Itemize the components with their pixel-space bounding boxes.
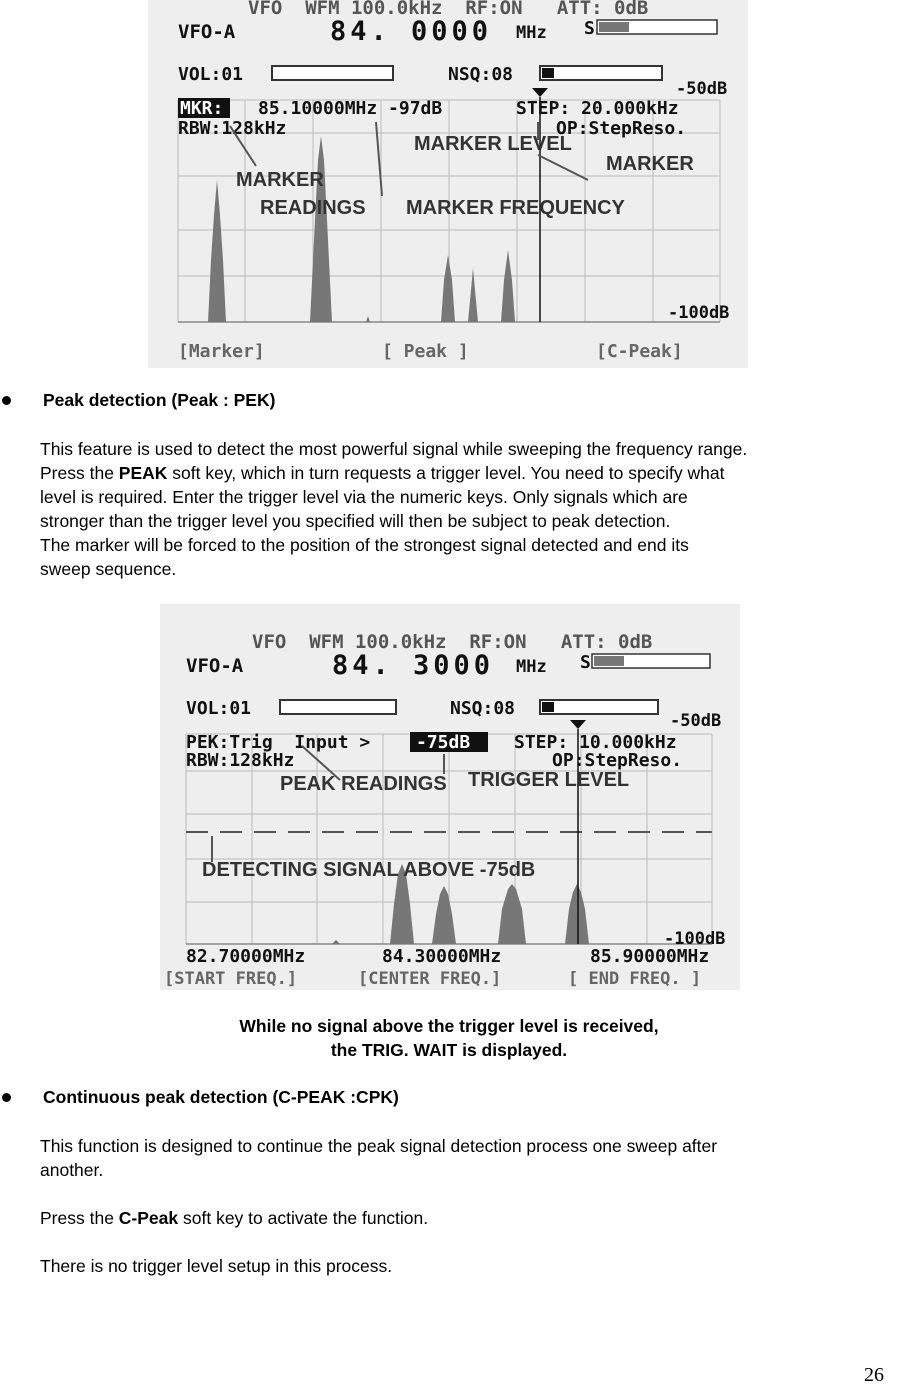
c-peak-line-3: Press the C-Peak soft key to activate the function.: [40, 1208, 429, 1228]
nsq-label: NSQ:08: [450, 698, 516, 719]
c-peak-description: [40, 1134, 717, 1278]
softkey-end-freq: [ END FREQ. ]: [568, 969, 702, 989]
annotation-marker: MARKER: [606, 153, 694, 175]
title-row: VFO WFM 100.0kHz RF:ON ATT: 0dB: [252, 631, 653, 653]
peak-line-6: sweep sequence.: [40, 559, 177, 579]
figure-caption: [0, 1014, 898, 1062]
bullet-dot: [2, 396, 11, 405]
page-number: 26: [864, 1364, 884, 1386]
vfo-label: VFO-A: [178, 21, 236, 43]
nsq-bar: [540, 66, 662, 80]
peak-line-5: The marker will be forced to the position of the strongest signal detected and end its: [40, 535, 689, 555]
peak-description: [40, 437, 747, 581]
rbw-readout: RBW:128kHz: [178, 118, 287, 139]
pek-prompt: PEK:Trig Input >: [186, 732, 371, 753]
vol-bar: [280, 700, 396, 714]
rbw-readout: RBW:128kHz: [186, 750, 295, 771]
s-meter-label: S: [580, 652, 591, 673]
softkey-marker: [Marker]: [178, 341, 265, 362]
vol-label: VOL:01: [186, 698, 252, 719]
vol-label: VOL:01: [178, 64, 244, 85]
top-db-label: -50dB: [670, 711, 722, 731]
frequency-unit: MHz: [516, 657, 547, 677]
c-peak-line-2: another.: [40, 1160, 104, 1180]
vol-bar: [272, 66, 393, 80]
peak-line-4: stronger than the trigger level you specified will then be subject to peak detection.: [40, 511, 671, 531]
bottom-db-label: -100dB: [668, 303, 730, 323]
title-row: VFO WFM 100.0kHz RF:ON ATT: 0dB: [248, 0, 649, 19]
softkey-center-freq: [CENTER FREQ.]: [358, 969, 502, 989]
trigger-value: -75dB: [416, 732, 471, 753]
annotation-marker-readings-1: MARKER: [236, 169, 324, 191]
caption-line-2: the TRIG. WAIT is displayed.: [330, 1040, 568, 1060]
annotation-trigger-level: TRIGGER LEVEL: [468, 769, 630, 791]
c-peak-line-4: There is no trigger level setup in this process.: [40, 1256, 393, 1276]
step-readout: STEP: 20.000kHz: [516, 98, 679, 119]
freq-center: 84.30000MHz: [382, 946, 502, 967]
vfo-label: VFO-A: [186, 655, 244, 677]
section-heading-peak: Peak detection (Peak : PEK): [43, 390, 276, 410]
peak-line-2: Press the PEAK soft key, which in turn requests a trigger level. You need to specify what: [40, 463, 725, 483]
freq-end: 85.90000MHz: [590, 946, 710, 967]
c-peak-line-1: This function is designed to continue the peak signal detection process one sweep after: [40, 1136, 718, 1156]
top-db-label: -50dB: [676, 79, 728, 99]
softkey-c-peak: [C-Peak]: [596, 341, 683, 362]
op-readout: OP:StepReso.: [552, 750, 683, 771]
step-readout: STEP: 10.000kHz: [514, 732, 677, 753]
marker-reading: 85.10000MHz -97dB: [258, 98, 443, 119]
op-readout: OP:StepReso.: [556, 118, 687, 139]
marker-screenshot: [148, 0, 748, 368]
bottom-db-label: -100dB: [664, 929, 726, 949]
annotation-marker-readings-2: READINGS: [260, 197, 366, 219]
softkey-peak: [ Peak ]: [382, 341, 469, 362]
frequency-unit: MHz: [516, 23, 547, 43]
annotation-marker-level: MARKER LEVEL: [414, 133, 572, 155]
peak-line-1: This feature is used to detect the most powerful signal while sweeping the frequency range.: [40, 439, 748, 459]
section-heading-c-peak: Continuous peak detection (C-PEAK :CPK): [43, 1087, 399, 1107]
softkey-start-freq: [START FREQ.]: [164, 969, 298, 989]
peak-screenshot: [160, 604, 740, 990]
peak-key-name: PEAK: [118, 463, 168, 483]
frequency-readout: 84. 3000: [332, 650, 495, 681]
nsq-bar: [540, 700, 658, 714]
c-peak-key-name: C-Peak: [118, 1208, 179, 1228]
annotation-marker-frequency: MARKER FREQUENCY: [406, 197, 625, 219]
nsq-label: NSQ:08: [448, 64, 514, 85]
freq-start: 82.70000MHz: [186, 946, 306, 967]
mkr-tag: MKR:: [180, 98, 224, 119]
bullet-dot: [2, 1093, 11, 1102]
annotation-detecting: DETECTING SIGNAL ABOVE -75dB: [202, 859, 536, 881]
frequency-readout: 84. 0000: [330, 16, 493, 47]
peak-line-3: level is required. Enter the trigger level via the numeric keys. Only signals which are: [40, 487, 688, 507]
s-meter-label: S: [584, 18, 595, 39]
annotation-peak-readings: PEAK READINGS: [280, 773, 447, 795]
caption-line-1: While no signal above the trigger level is received,: [239, 1016, 659, 1036]
